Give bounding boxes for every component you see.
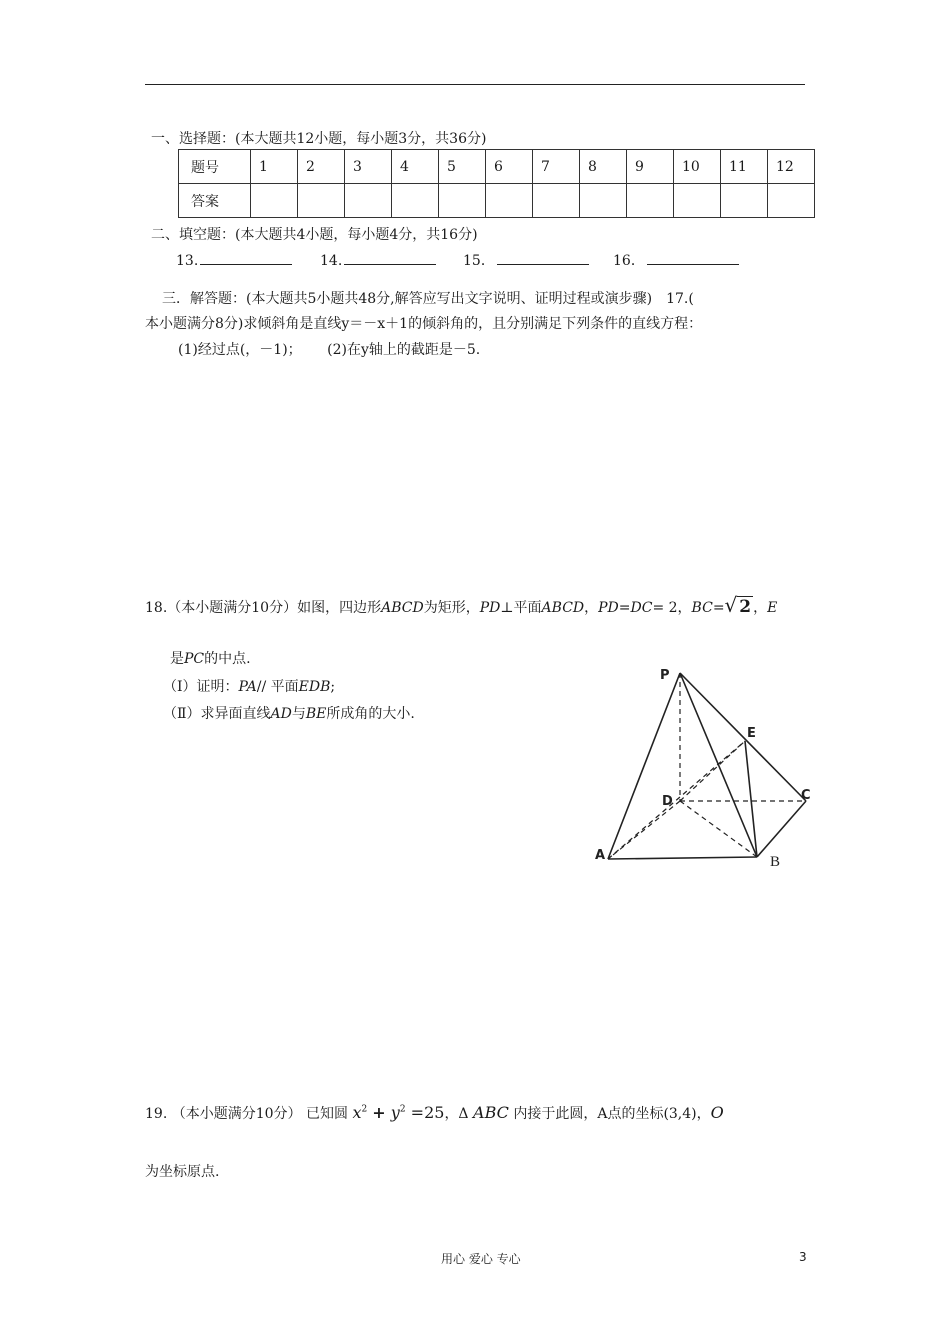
section1-title: 一、选择题：(本大题共12小题，每小题3分，共36分) xyxy=(151,131,487,147)
table-row xyxy=(179,184,815,218)
q17-parts: (1)经过点(，－1)； (2)在y轴上的截距是－5. xyxy=(178,342,481,358)
table-cell: 2 xyxy=(298,150,345,184)
page-number: 3 xyxy=(799,1250,807,1264)
table-cell: 9 xyxy=(627,150,674,184)
answer-cell[interactable] xyxy=(721,184,768,218)
table-cell: 6 xyxy=(486,150,533,184)
q19-line2: 为坐标原点. xyxy=(145,1164,220,1180)
section3-title: 三．解答题：(本大题共5小题共48分,解答应写出文字说明、证明过程或演步骤) 17.( xyxy=(162,291,694,307)
table-cell: 10 xyxy=(674,150,721,184)
table-cell: 4 xyxy=(392,150,439,184)
answer-cell[interactable] xyxy=(533,184,580,218)
blank-line[interactable] xyxy=(344,250,436,265)
row-header-number: 题号 xyxy=(179,150,251,184)
answer-cell[interactable] xyxy=(298,184,345,218)
blank-line[interactable] xyxy=(200,250,292,265)
label-c: C xyxy=(801,788,811,803)
answer-cell[interactable] xyxy=(768,184,815,218)
table-cell: 8 xyxy=(580,150,627,184)
blank-16: 16． xyxy=(613,250,739,270)
q18-part1: （Ⅰ）证明：PA// 平面EDB; xyxy=(163,679,336,695)
section2-title: 二、填空题：(本大题共4小题，每小题4分，共16分) xyxy=(151,227,478,243)
edge-pc xyxy=(680,673,806,801)
circle-equation: $x^2 + y^2 =25$ xyxy=(352,1103,445,1122)
table-cell: 3 xyxy=(345,150,392,184)
answer-cell[interactable] xyxy=(627,184,674,218)
edge-pa xyxy=(608,673,680,859)
label-p: P xyxy=(660,668,670,683)
header-rule xyxy=(145,84,805,85)
label-b: B xyxy=(770,854,781,870)
q18-part2: （Ⅱ）求异面直线AD与BE所成角的大小. xyxy=(163,706,415,722)
q19-line1: 19. （本小题满分10分） 已知圆 $x^2 + y^2 =25$，Δ ABC 内接于此圆，A点的坐标(3,4)，O xyxy=(145,1103,724,1122)
sqrt-symbol: √ 2 xyxy=(724,593,752,617)
blank-line[interactable] xyxy=(497,250,589,265)
table-cell: 1 xyxy=(251,150,298,184)
answer-cell[interactable] xyxy=(251,184,298,218)
answer-cell[interactable] xyxy=(580,184,627,218)
edge-ab xyxy=(608,857,757,859)
answer-cell[interactable] xyxy=(486,184,533,218)
edge-eb xyxy=(745,741,757,857)
blank-14: 14. xyxy=(320,250,436,269)
label-e: E xyxy=(747,726,756,741)
row-header-answer: 答案 xyxy=(179,184,251,218)
q17-text: 本小题满分8分)求倾斜角是直线y＝－x＋1的倾斜角的，且分别满足下列条件的直线方程： xyxy=(145,316,703,332)
footer-text: 用心 爱心 专心 xyxy=(441,1252,521,1266)
answer-cell[interactable] xyxy=(439,184,486,218)
blank-line[interactable] xyxy=(647,250,739,265)
table-cell: 7 xyxy=(533,150,580,184)
answer-table xyxy=(178,149,815,218)
table-cell: 5 xyxy=(439,150,486,184)
q18-line2: 是PC的中点. xyxy=(170,651,251,667)
label-d: D xyxy=(662,794,673,809)
label-a: A xyxy=(595,848,606,863)
q18-line1: 18.（本小题满分10分）如图，四边形ABCD为矩形，PD⊥平面ABCD，PD=DC= 2，BC=√ 2 ，E xyxy=(145,593,778,617)
table-cell: 12 xyxy=(768,150,815,184)
edge-bc xyxy=(757,801,806,857)
edge-ae xyxy=(608,741,745,859)
table-row xyxy=(179,150,815,184)
table-cell: 11 xyxy=(721,150,768,184)
pyramid-figure xyxy=(585,660,815,875)
answer-cell[interactable] xyxy=(392,184,439,218)
answer-cell[interactable] xyxy=(345,184,392,218)
blank-13: 13. xyxy=(176,250,292,269)
answer-cell[interactable] xyxy=(674,184,721,218)
blank-15: 15． xyxy=(463,250,589,270)
